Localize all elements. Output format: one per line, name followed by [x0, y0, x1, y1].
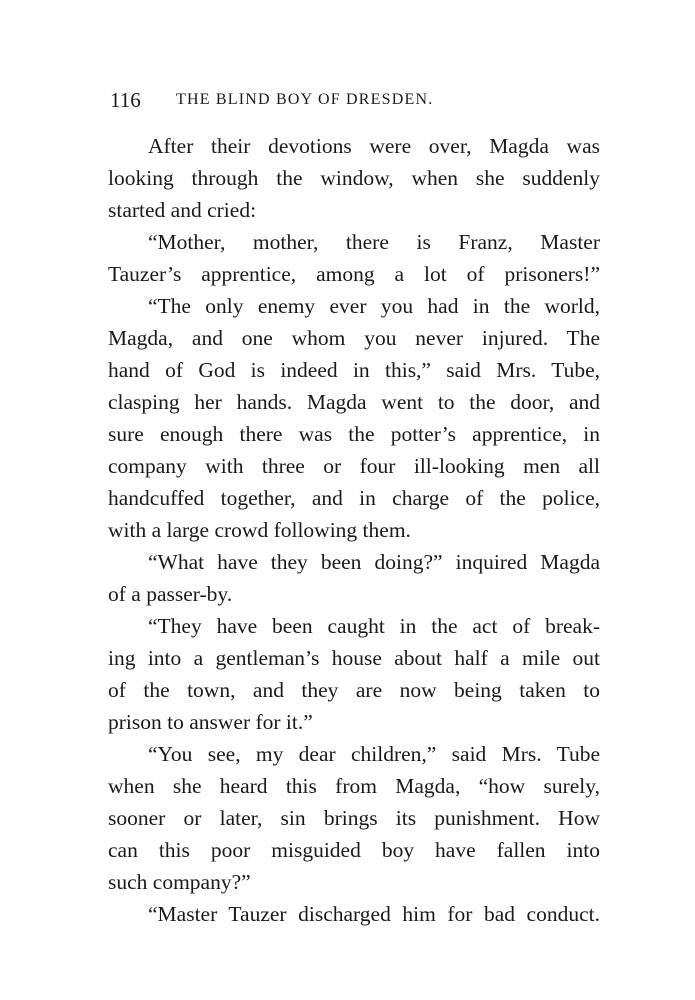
text-line: sooner or later, sin brings its punishment. How	[108, 806, 600, 830]
text-line: hand of God is indeed in this,” said Mrs. Tube,	[108, 358, 600, 382]
text-line: “The only enemy ever you had in the world,	[148, 294, 600, 318]
text-line: can this poor misguided boy have fallen into	[108, 838, 600, 862]
text-line: “They have been caught in the act of break-	[148, 614, 600, 638]
page-number: 116	[110, 88, 141, 112]
text-line: prison to answer for it.”	[108, 710, 313, 734]
text-line: sure enough there was the potter’s apprentice, in	[108, 422, 600, 446]
text-line: when she heard this from Magda, “how surely,	[108, 774, 600, 798]
text-line: “What have they been doing?” inquired Magda	[148, 550, 600, 574]
text-line: of a passer-by.	[108, 582, 233, 606]
running-title: THE BLIND BOY OF DRESDEN.	[176, 91, 434, 108]
text-line: “Master Tauzer discharged him for bad conduct.	[148, 902, 600, 926]
text-line: clasping her hands. Magda went to the door, and	[108, 390, 600, 414]
text-line: Tauzer’s apprentice, among a lot of prisoners!”	[108, 262, 600, 286]
page-body-text	[108, 130, 600, 930]
text-line: “Mother, mother, there is Franz, Master	[148, 230, 600, 254]
text-line: handcuffed together, and in charge of the police,	[108, 486, 600, 510]
text-line: started and cried:	[108, 198, 257, 222]
text-line: looking through the window, when she suddenly	[108, 166, 600, 190]
text-line: “You see, my dear children,” said Mrs. Tube	[148, 742, 600, 766]
text-line: ing into a gentleman’s house about half a mile out	[108, 646, 600, 670]
text-line: with a large crowd following them.	[108, 518, 411, 542]
text-line: Magda, and one whom you never injured. The	[108, 326, 600, 350]
text-line: After their devotions were over, Magda was	[148, 134, 600, 158]
text-line: of the town, and they are now being taken to	[108, 678, 600, 702]
text-line: such company?”	[108, 870, 251, 894]
page-header	[110, 88, 600, 112]
text-line: company with three or four ill-looking men all	[108, 454, 600, 478]
